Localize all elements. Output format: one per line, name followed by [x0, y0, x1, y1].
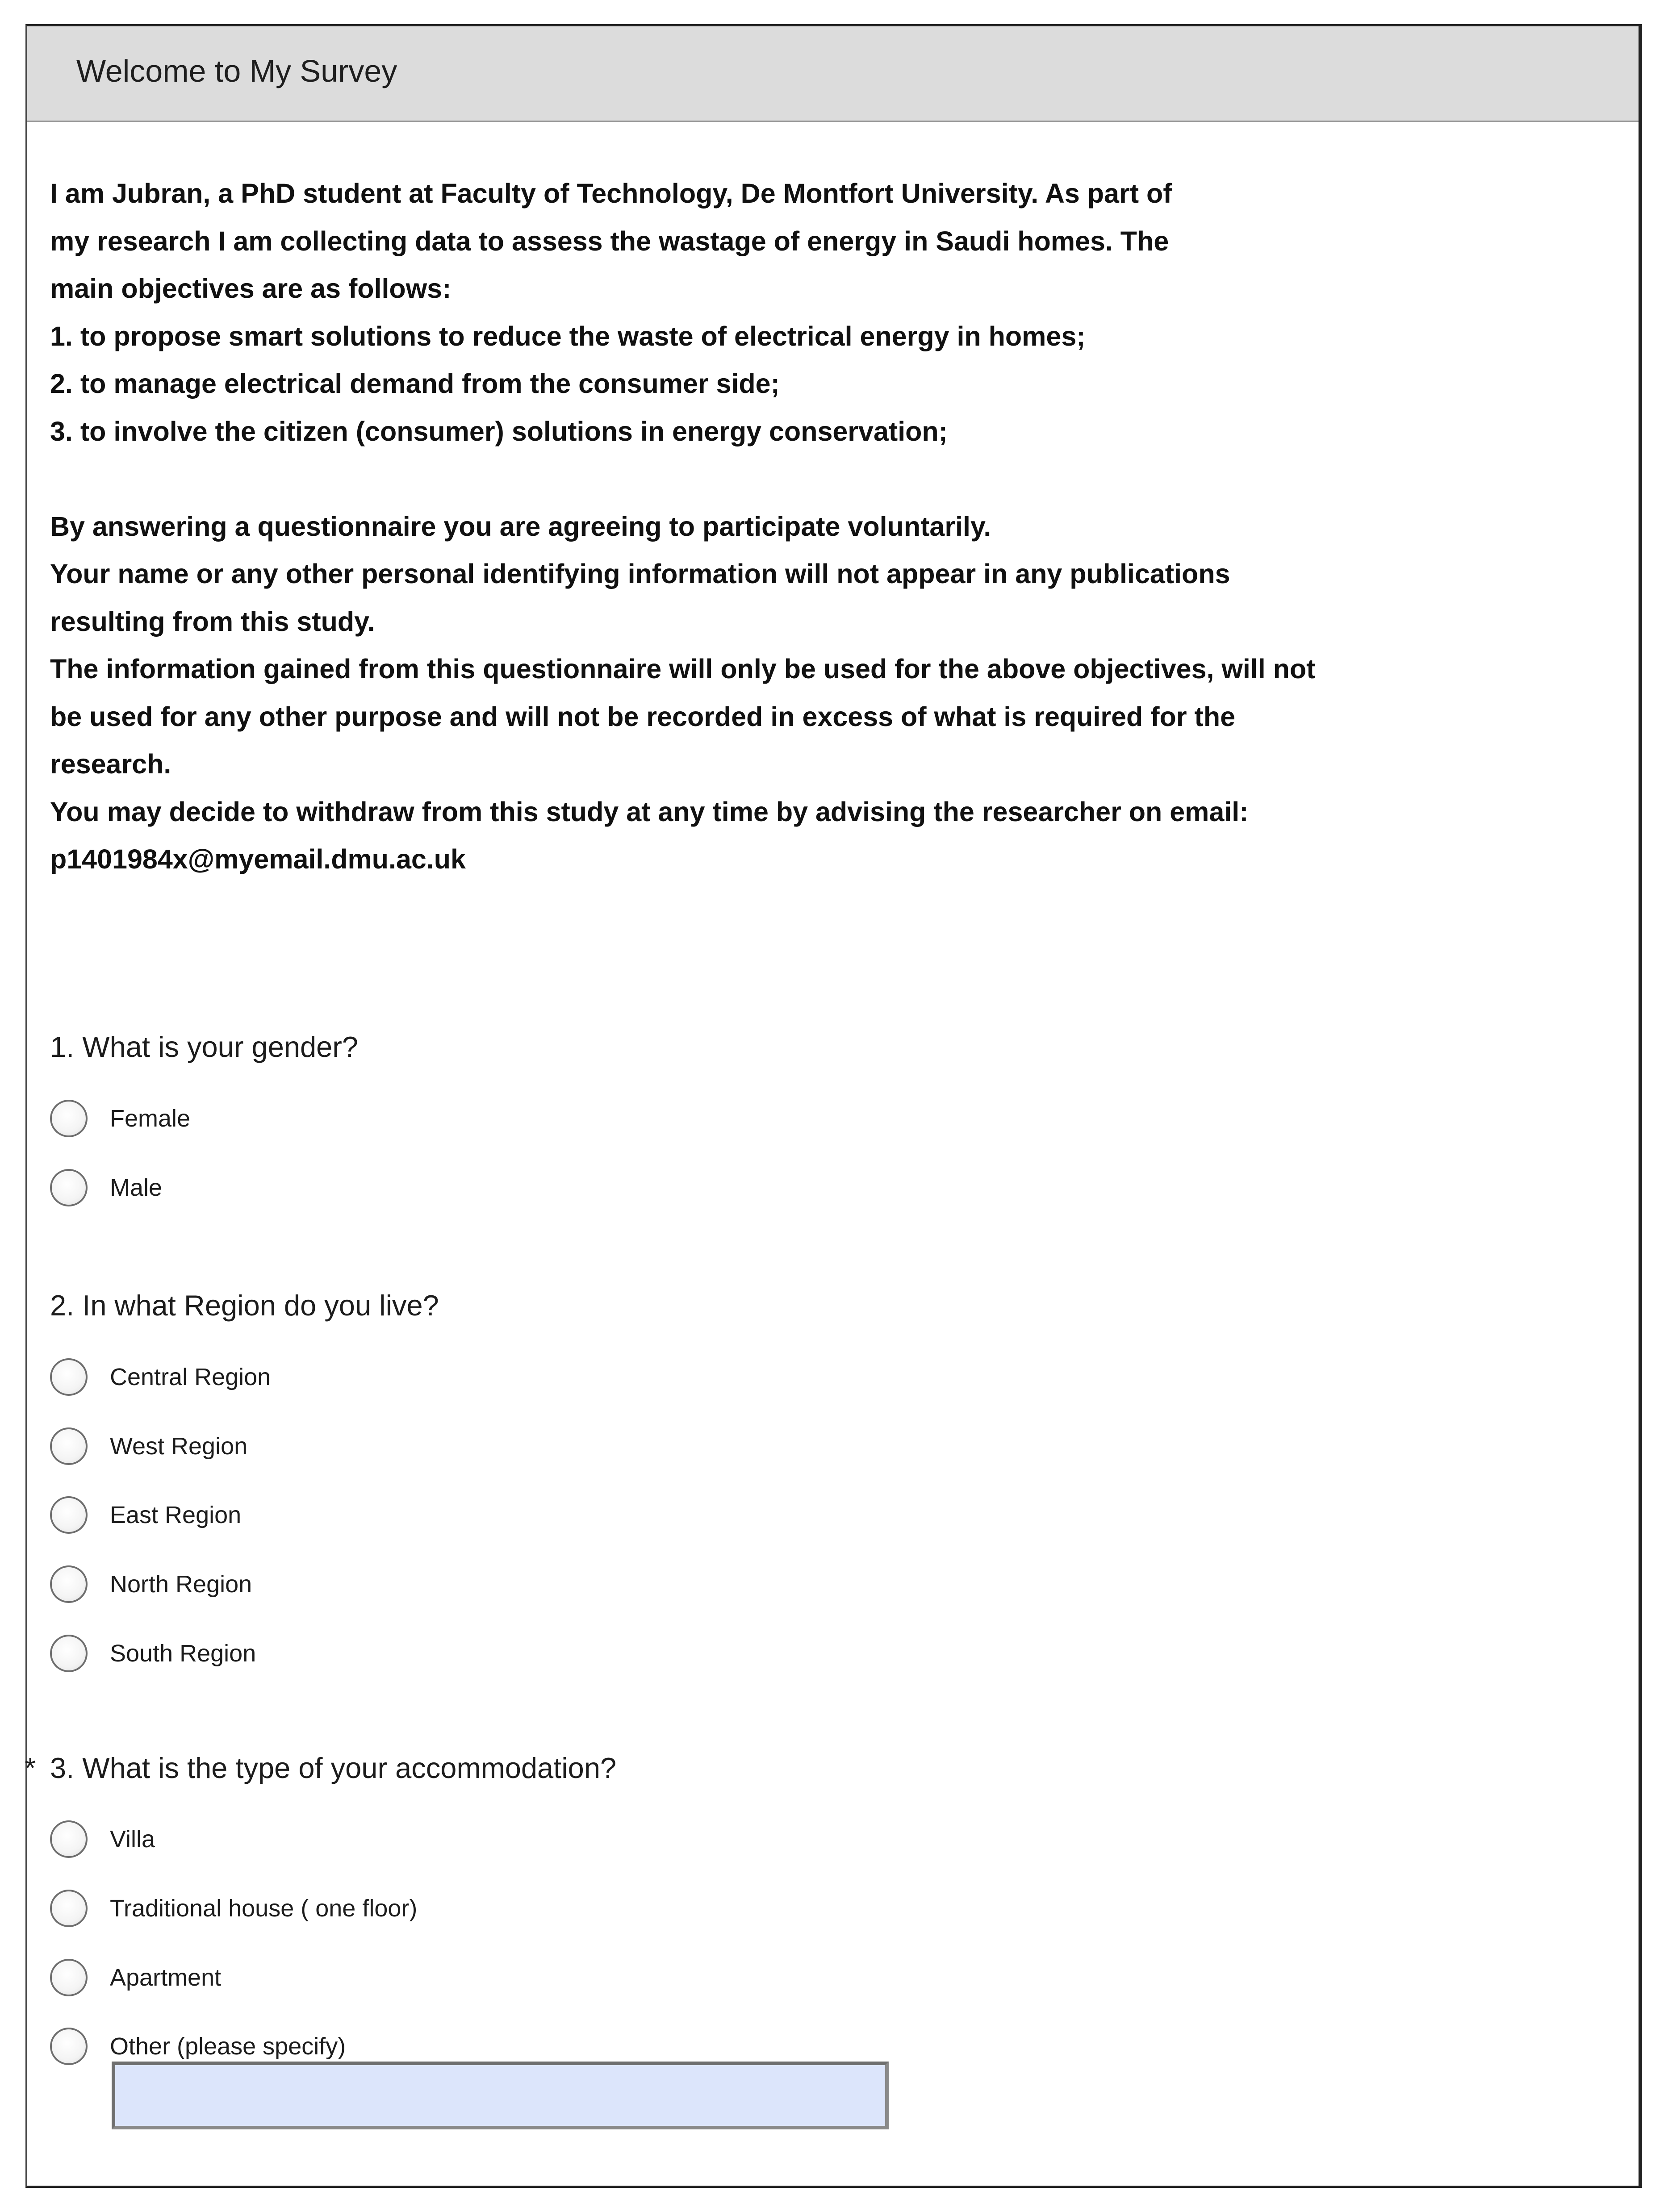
option-label: West Region [110, 1433, 248, 1460]
survey-title: Welcome to My Survey [76, 54, 397, 88]
question-accommodation: 3. What is the type of your accommodation? [50, 1752, 617, 1784]
option-villa[interactable] [50, 1819, 155, 1859]
option-south-region[interactable] [50, 1633, 256, 1674]
withdraw-line: You may decide to withdraw from this study at any time by advising the researcher on email: [50, 796, 1249, 827]
usage-line: be used for any other purpose and will not be recorded in excess of what is required for the [50, 701, 1236, 732]
option-label: East Region [110, 1502, 242, 1528]
option-label: Female [110, 1105, 191, 1132]
radio-button[interactable] [50, 1565, 88, 1603]
option-label: Male [110, 1174, 163, 1201]
radio-button[interactable] [50, 1358, 88, 1396]
option-label: Traditional house ( one floor) [110, 1895, 418, 1922]
required-marker: * [25, 1752, 36, 1784]
option-north-region[interactable] [50, 1564, 252, 1604]
objective-1: 1. to propose smart solutions to reduce the waste of electrical energy in homes; [50, 321, 1086, 351]
option-label: North Region [110, 1571, 252, 1598]
intro-line: I am Jubran, a PhD student at Faculty of Technology, De Montfort University. As part of [50, 178, 1172, 209]
question-gender: 1. What is your gender? [50, 1031, 359, 1063]
intro-line: my research I am collecting data to assess the wastage of energy in Saudi homes. The [50, 225, 1169, 256]
radio-button[interactable] [50, 1427, 88, 1465]
intro-text [50, 170, 1542, 883]
option-label: Apartment [110, 1964, 222, 1991]
option-female[interactable] [50, 1098, 190, 1139]
radio-button[interactable] [50, 1496, 88, 1534]
option-label: Villa [110, 1826, 155, 1853]
question-region: 2. In what Region do you live? [50, 1289, 439, 1322]
radio-button[interactable] [50, 1169, 88, 1206]
option-central-region[interactable] [50, 1357, 271, 1397]
survey-header [27, 26, 1639, 122]
contact-email: p1401984x@myemail.dmu.ac.uk [50, 844, 466, 874]
usage-line: The information gained from this questionnaire will only be used for the above objectives, will not [50, 654, 1316, 684]
objective-3: 3. to involve the citizen (consumer) solutions in energy conservation; [50, 416, 948, 447]
consent-line: By answering a questionnaire you are agreeing to participate voluntarily. [50, 511, 991, 542]
option-apartment[interactable] [50, 1957, 221, 1998]
option-male[interactable] [50, 1168, 162, 1208]
objective-2: 2. to manage electrical demand from the consumer side; [50, 368, 780, 399]
radio-button[interactable] [50, 1635, 88, 1672]
paragraph-gap [50, 455, 1542, 503]
option-label: Other (please specify) [110, 2033, 346, 2060]
option-label: Central Region [110, 1364, 271, 1390]
radio-button[interactable] [50, 1820, 88, 1858]
option-traditional-house[interactable] [50, 1888, 417, 1928]
privacy-line: resulting from this study. [50, 606, 375, 637]
radio-button[interactable] [50, 1100, 88, 1137]
option-west-region[interactable] [50, 1426, 247, 1466]
option-east-region[interactable] [50, 1495, 241, 1535]
option-other[interactable] [50, 2026, 346, 2066]
option-label: South Region [110, 1640, 256, 1667]
intro-line: main objectives are as follows: [50, 273, 451, 304]
radio-button[interactable] [50, 2028, 88, 2065]
privacy-line: Your name or any other personal identifying information will not appear in any publications [50, 559, 1230, 589]
other-specify-input[interactable] [112, 2062, 889, 2129]
usage-line: research. [50, 749, 171, 779]
radio-button[interactable] [50, 1959, 88, 1996]
radio-button[interactable] [50, 1890, 88, 1927]
